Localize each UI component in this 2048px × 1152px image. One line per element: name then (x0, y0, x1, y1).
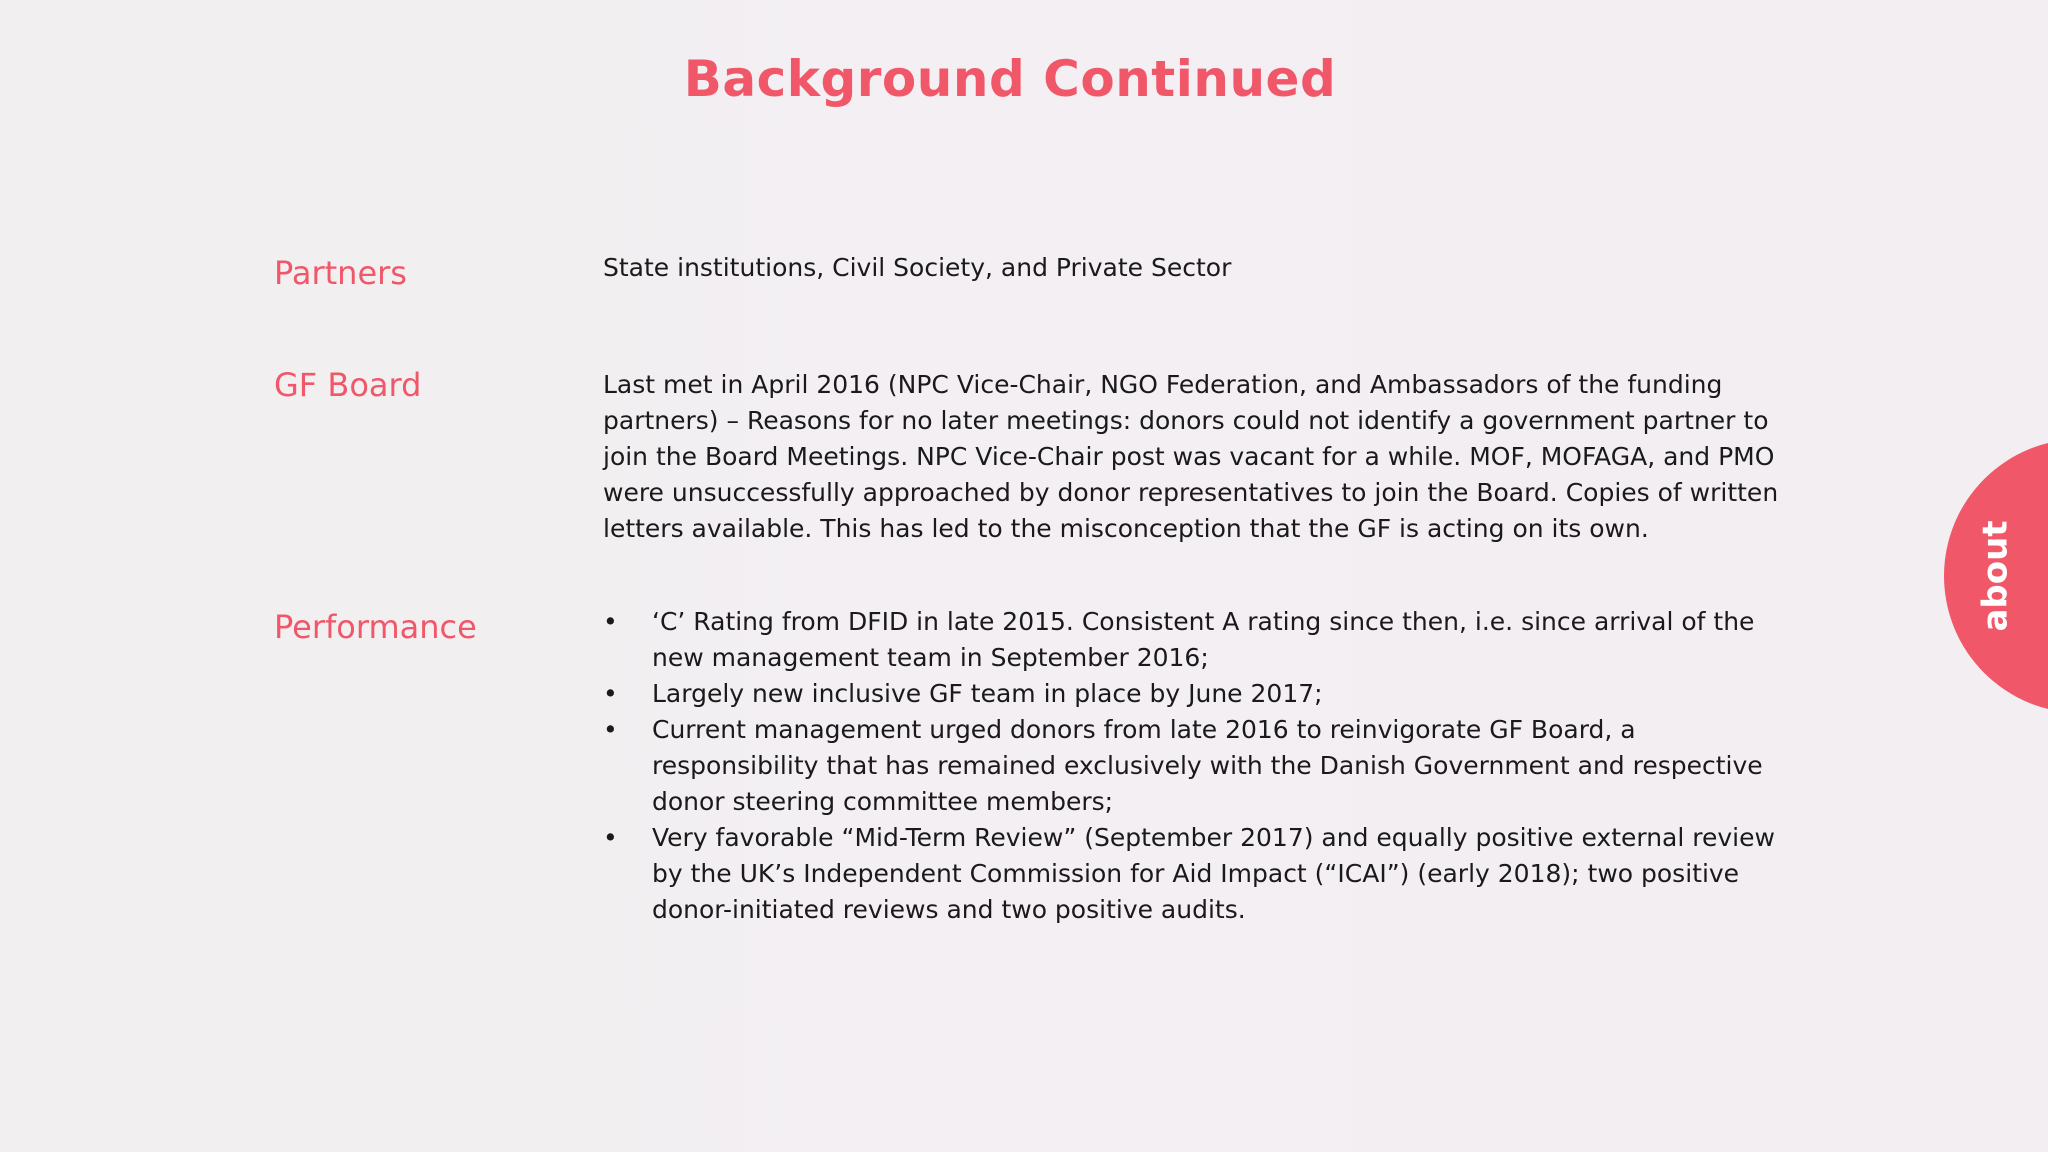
partners-text: State institutions, Civil Society, and Private Sector (603, 253, 1232, 282)
list-item-text: ‘C’ Rating from DFID in late 2015. Consistent A rating since then, i.e. since arrival of the new management team in September 2016; (652, 607, 1755, 672)
list-item (603, 712, 1783, 820)
performance-list (603, 604, 1783, 928)
bullet: • (603, 607, 618, 636)
about-tab-label-wrap[interactable] (1944, 439, 2048, 713)
list-item (603, 604, 1783, 676)
gf-board-label: GF Board (274, 366, 422, 404)
partners-label: Partners (274, 254, 407, 292)
list-item-text: Very favorable “Mid-Term Review” (September 2017) and equally positive external review by the UK’s Independent Commission for Aid Impact (“ICAI”) (early 2018); two positive donor-initiated reviews and two positive audits. (652, 823, 1775, 924)
gf-board-text: Last met in April 2016 (NPC Vice-Chair, NGO Federation, and Ambassadors of the funding partners) – Reasons for no later meetings: donors could not identify a government partner to join the Board Meetings. NPC Vice-Chair post was vacant for a while. MOF, MOFAGA, and PMO were unsuccessfully approached by donor representatives to join the Board. Copies of written letters available. This has led to the misconception that the GF is acting on its own. (603, 370, 1779, 543)
performance-label: Performance (274, 608, 477, 646)
about-tab-label: about (1976, 520, 2017, 632)
bullet: • (603, 823, 618, 852)
bullet: • (603, 715, 618, 744)
list-item (603, 676, 1783, 712)
slide-title: Background Continued (683, 50, 1337, 108)
list-item-text: Current management urged donors from late 2016 to reinvigorate GF Board, a responsibility that has remained exclusively with the Danish Government and respective donor steering committee members; (652, 715, 1763, 816)
list-item-text: Largely new inclusive GF team in place by June 2017; (652, 679, 1323, 708)
bullet: • (603, 679, 618, 708)
list-item (603, 820, 1783, 928)
